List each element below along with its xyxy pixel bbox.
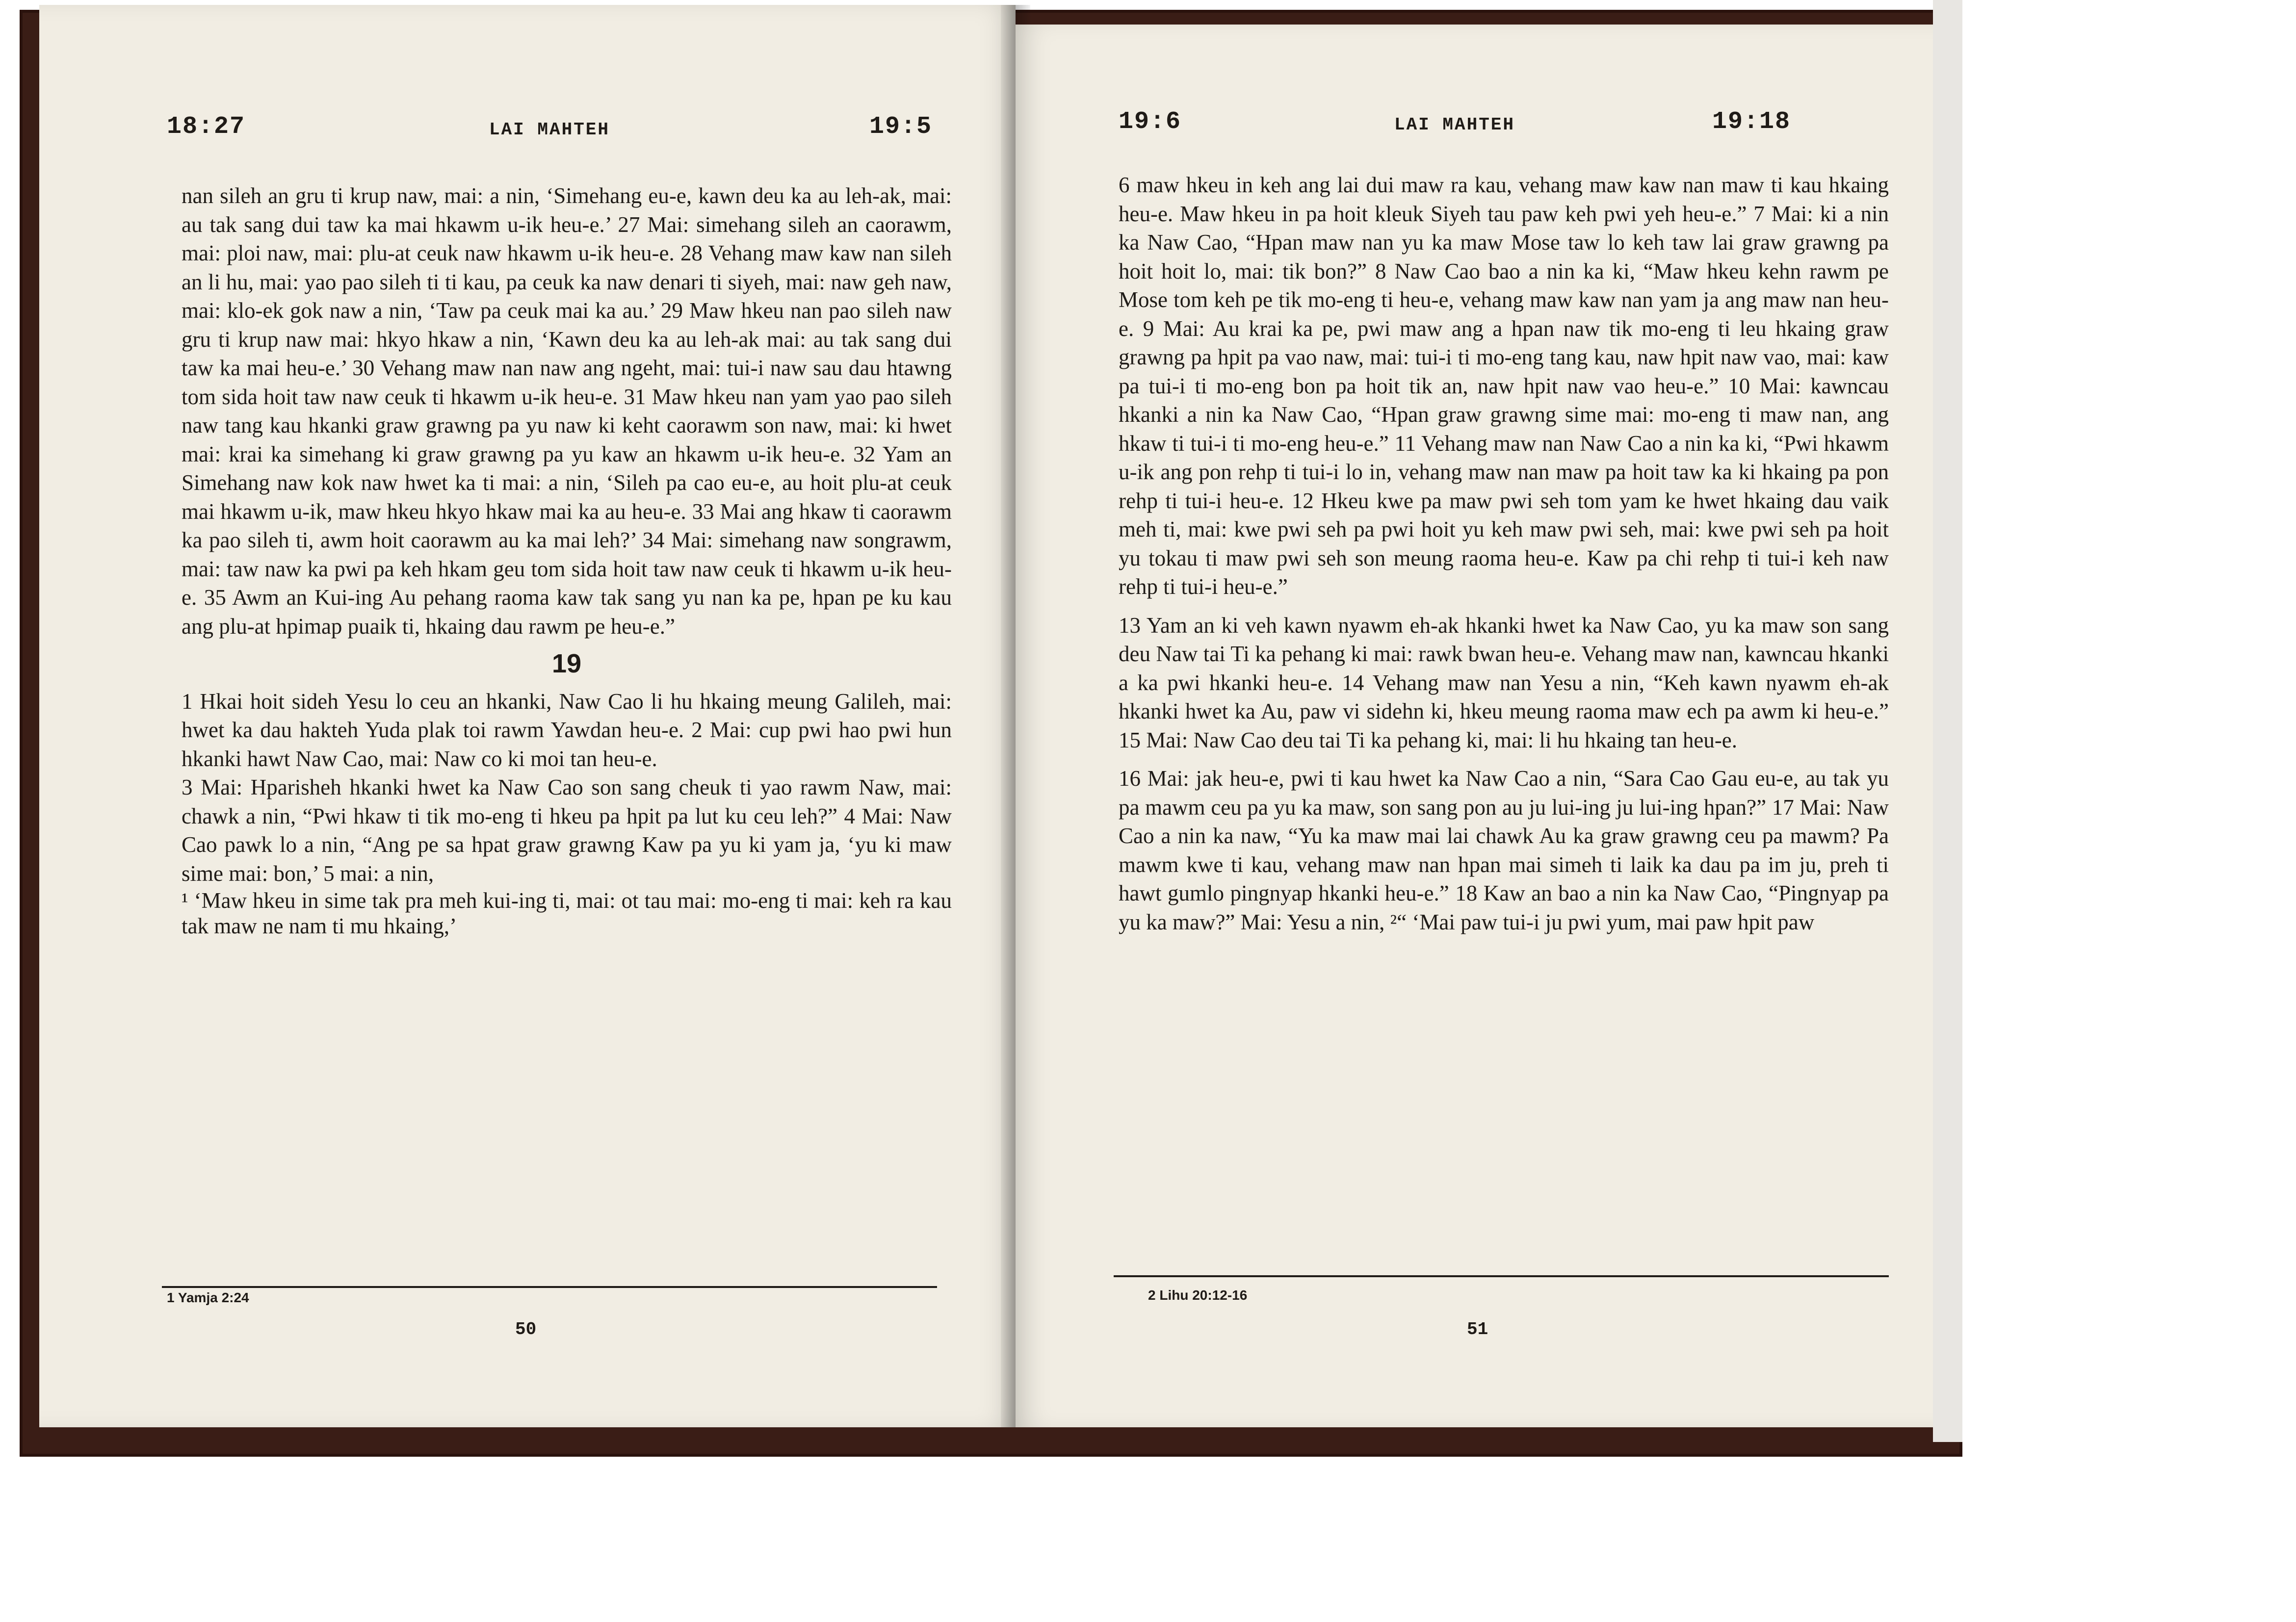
left-footnote-rule: [162, 1286, 937, 1288]
left-running-head-title: LAI MAHTEH: [489, 120, 610, 140]
chapter-number: 19: [551, 649, 582, 678]
right-footnote: 2 Lihu 20:12-16: [1148, 1287, 1248, 1303]
right-paragraph: 13 Yam an ki veh kawn nyawm eh-ak hkanki hwet ka Naw Cao, yu ka maw son sang deu Naw tai Ti ka pehang ki mai: rawk bwan heu-e. Vehang maw nan, kawncau hkanki a ka pwi hkanki heu-e. 14 Vehang maw nan Yesu a nin, “Keh kawn nyawm eh-ak hkanki hwet ka Au, paw vi sidehn ki, hkeu meung raoma maw ech pa awm ki heu-e.” 15 Mai: Naw Cao deu tai Ti ka pehang ki, mai: li hu hkaing tan heu-e.: [1119, 613, 1889, 752]
right-page: [1016, 25, 1938, 1427]
right-footnote-rule: [1114, 1275, 1889, 1277]
right-running-head-verse-start: 19:6: [1119, 108, 1182, 136]
right-running-head: [1119, 108, 1791, 147]
right-text-block: [1119, 171, 1889, 936]
left-running-head-verse-end: 19:5: [869, 113, 932, 141]
right-running-head-title: LAI MAHTEH: [1394, 115, 1515, 135]
left-paragraph: nan sileh an gru ti krup naw, mai: a nin, ‘Simehang eu-e, kawn deu ka au leh-ak, mai: au tak sang dui taw ka mai hkawm u-ik heu-e.’ 27 Mai: simehang sileh an caorawm, mai: ploi naw, mai: plu-at ceuk naw hkawm u-ik heu-e. 28 Vehang maw kaw nan sileh an li hu, mai: yao pao sileh ti ti kau, pa ceuk ka naw denari ti siyeh, mai: naw geh naw, mai: klo-ek gok naw a nin, ‘Taw pa ceuk mai ka au.’ 29 Maw hkeu nan pao sileh naw gru ti krup naw mai: hkyo hkaw a nin, ‘Kawn deu ka au leh-ak mai: au tak sang dui taw ka mai heu-e.’ 30 Vehang maw nan naw ang ngeht, mai: tui-i naw sau dau htawng tom sida hoit taw naw ceuk ti hkawm u-ik heu-e. 31 Maw hkeu nan yam yao pao sileh naw tang kau hkanki graw grawng pa yu naw ki keht caorawm son naw, mai: ki hwet mai: krai ka simehang ki graw grawng pa yu kaw an hkawm u-ik heu-e. 32 Yam an Simehang naw kok naw hwet ka ti mai: a nin, ‘Sileh pa cao eu-e, au hoit plu-at ceuk mai hkawm u-ik, maw hkeu hkyo hkaw mai ka au heu-e. 33 Mai ang hkaw ti caorawm ka pao sileh ti, awm hoit caorawm au ka mai leh?’ 34 Mai: simehang naw songrawm, mai: taw naw ka pwi pa keh hkam geu tom sida hoit taw naw ceuk ti hkawm u-ik heu-e. 35 Awm an Kui-ing Au pehang raoma kaw tak sang yu nan ka pe, hpan pe ku kau ang plu-at hpimap puaik ti, hkaing dau rawm pe heu-e.”: [182, 183, 952, 639]
left-footnote: 1 Yamja 2:24: [167, 1290, 249, 1305]
left-quote: ¹ ‘Maw hkeu in sime tak pra meh kui-ing ti, mai: ot tau mai: mo-eng ti mai: keh ra kau tak maw ne nam ti mu hkaing,’: [182, 888, 952, 938]
right-page-number: 51: [1467, 1319, 1488, 1339]
left-page: [39, 5, 1016, 1427]
left-running-head-verse-start: 18:27: [167, 113, 246, 141]
left-page-number: 50: [515, 1319, 537, 1339]
right-running-head-verse-end: 19:18: [1712, 108, 1791, 136]
book-edge: [1933, 0, 1962, 1442]
left-chapter-paragraph: 3 Mai: Hparisheh hkanki hwet ka Naw Cao son sang cheuk ti yao rawm Naw, mai: chawk a nin, “Pwi hkaw ti tik mo-eng ti hkeu pa hpit pa lut ku ceu leh?” 4 Mai: Naw Cao pawk lo a nin, “Ang pe sa hpat graw grawng Kaw pa yu ki yam ja, ‘yu ki maw sime mai: bon,’ 5 mai: a nin,: [182, 775, 952, 886]
paragraph-gap: [1119, 754, 1889, 764]
left-chapter-paragraph: 1 Hkai hoit sideh Yesu lo ceu an hkanki, Naw Cao li hu hkaing meung Galileh, mai: hwet ka dau hakteh Yuda plak toi rawm Yawdan heu-e. 2 Mai: cup pwi hao pwi hun hkanki hawt Naw Cao, mai: Naw co ki moi tan heu-e.: [182, 689, 952, 771]
left-running-head: [167, 113, 932, 152]
paragraph-gap: [1119, 601, 1889, 611]
right-paragraph: 6 maw hkeu in keh ang lai dui maw ra kau, vehang maw kaw nan maw ti kau hkaing heu-e. Maw hkeu in pa hoit kleuk Siyeh tau paw keh pwi yeh heu-e.” 7 Mai: ki a nin ka Naw Cao, “Hpan maw nan yu ka maw Mose taw lo keh taw lai graw grawng pa hoit hoit lo, mai: tik bon?” 8 Naw Cao bao a nin ka ki, “Maw hkeu kehn rawm pe Mose tom keh pe tik mo-eng ti heu-e, vehang maw kaw nan yam ja ang maw nan heu-e. 9 Mai: Au krai ka pe, pwi maw ang a hpan naw tik mo-eng ti leu hkaing graw grawng pa hpit pa vao naw, mai: tui-i ti mo-eng tang kau, naw hpit naw vao, mai: kaw pa tui-i ti mo-eng bon pa hoit tik an, naw hpit naw vao heu-e.” 10 Mai: kawncau hkanki a nin ka Naw Cao, “Hpan graw grawng sime mai: mo-eng ti maw nan, ang hkaw ti tui-i ti mo-eng heu-e.” 11 Vehang maw nan Naw Cao a nin ka ki, “Pwi hkawm u-ik ang pon rehp ti tui-i lo in, vehang maw nan maw pa hoit taw ka ki hkaing pa pon rehp ti tui-i heu-e. 12 Hkeu kwe pa maw pwi seh tom yam ke hwet hkaing dau vaik meh ti, mai: kwe pwi seh pa pwi hoit yu keh maw pwi seh, mai: kwe pwi seh pa hoit yu tokau ti maw pwi seh son meung raoma heu-e. Kaw pa chi rehp ti tui-i keh naw rehp ti tui-i heu-e.”: [1119, 173, 1889, 599]
right-paragraph: 16 Mai: jak heu-e, pwi ti kau hwet ka Naw Cao a nin, “Sara Cao Gau eu-e, au tak yu pa mawm ceu pa yu ka maw, son sang pon au ju lui-ing ju lui-ing hpan?” 17 Mai: Naw Cao a nin ka naw, “Yu ka maw mai lai chawk Au ka graw grawng ceu pa mawm? Pa mawm kwe ti kau, vehang maw nan hpan mai simeh ti laik ka dau pa im ju, preh ti hawt gumlo pingnyap hkanki heu-e.” 18 Kaw an bao a nin ka Naw Cao, “Pingnyap pa yu ka maw?” Mai: Yesu a nin, ²“ ‘Mai paw tui-i ju pwi yum, mai paw hpit paw: [1119, 766, 1889, 934]
left-text-block: [182, 181, 952, 939]
